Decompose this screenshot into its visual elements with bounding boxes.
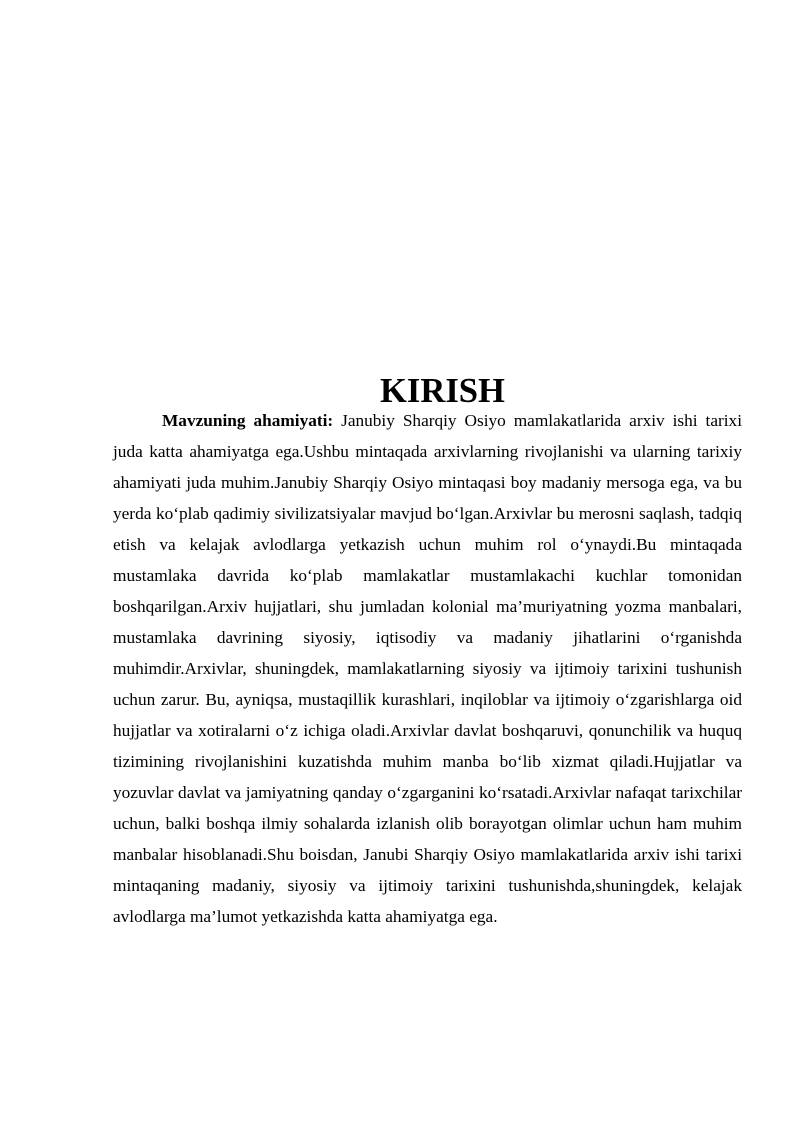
paragraph-text: Janubiy Sharqiy Osiyo mamlakatlarida arxiv ishi tarixi juda katta ahamiyatga ega.Ushbu mintaqada arxivlarning rivojlanishi va ularning tarixiy ahamiyati juda muhim.Janubiy Sharqiy Osiyo mintaqasi boy madaniy mersoga ega, va bu yerda ko‘plab qadimiy sivilizatsiyalar mavjud bo‘lgan.Arxivlar bu merosni saqlash, tadqiq etish va kelajak avlodlarga yetkazish uchun muhim rol o‘ynaydi.Bu mintaqada mustamlaka davrida ko‘plab mamlakatlar mustamlakachi kuchlar tomonidan boshqarilgan.Arxiv hujjatlari, shu jumladan kolonial ma’muriyatning yozma manbalari, mustamlaka davrining siyosiy, iqtisodiy va madaniy jihatlarini o‘rganishda muhimdir.Arxivlar, shuningdek, mamlakatlarning siyosiy va ijtimoiy tarixini tushunish uchun zarur. Bu, ayniqsa, mustaqillik kurashlari, inqiloblar va ijtimoiy o‘zgarishlarga oid hujjatlar va xotiralarni o‘z ichiga oladi.Arxivlar davlat boshqaruvi, qonunchilik va huquq tizimining rivojlanishini kuzatishda muhim manba bo‘lib xizmat qiladi.Hujjatlar va yozuvlar davlat va jamiyatning qanday o‘zgarganini ko‘rsatadi.Arxivlar nafaqat tarixchilar uchun, balki boshqa ilmiy sohalarda izlanish olib borayotgan olimlar uchun ham muhim manbalar hisoblanadi.Shu boisdan, Janubi Sharqiy Osiyo mamlakatlarida arxiv ishi tarixi mintaqaning madaniy, siyosiy va ijtimoiy tarixini tushunishda,shuningdek, kelajak avlodlarga ma’lumot yetkazishda katta ahamiyatga ega.: [113, 411, 742, 926]
section-heading: KIRISH: [380, 372, 505, 410]
lead-label: Mavzuning ahamiyati:: [162, 411, 334, 430]
intro-paragraph: [113, 405, 742, 932]
document-content: [113, 372, 742, 932]
